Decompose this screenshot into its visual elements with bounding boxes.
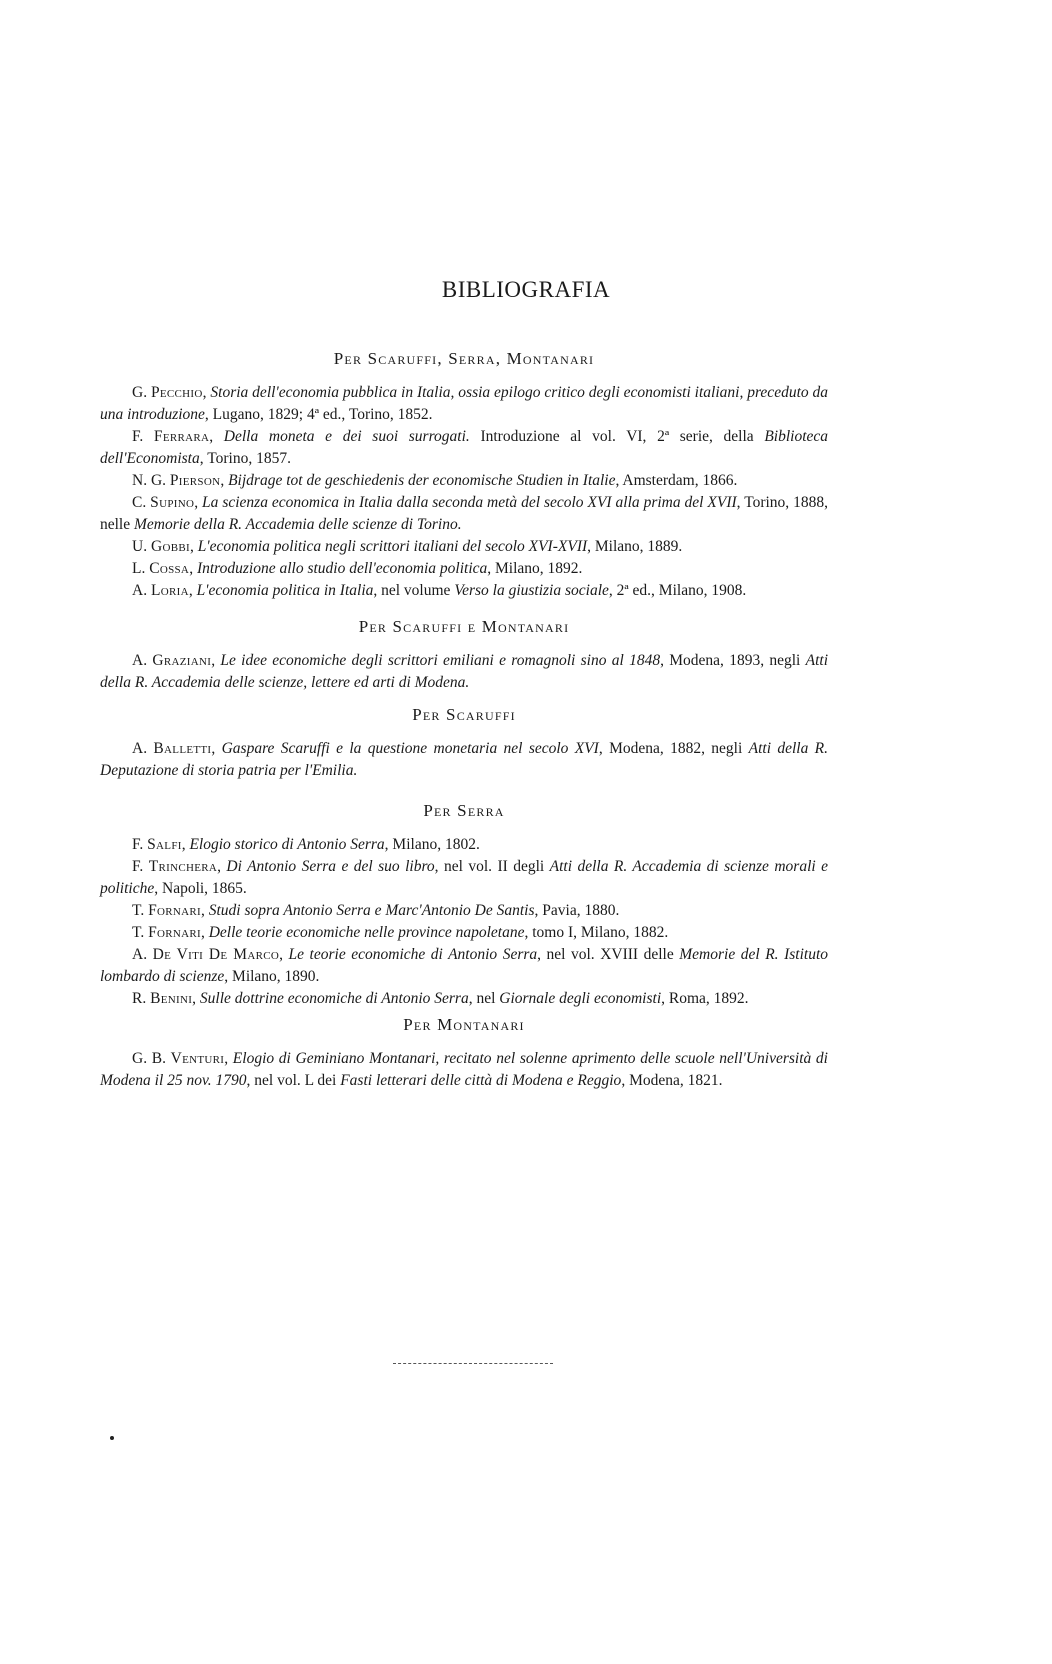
author-initials: F. xyxy=(132,836,144,853)
work-title: Sulle dottrine economiche di Antonio Serra xyxy=(199,990,469,1007)
section-heading: Per Scaruffi, Serra, Montanari xyxy=(333,349,595,368)
author-initials: G. B. xyxy=(132,1050,166,1067)
author-surname: Fornari xyxy=(148,902,201,919)
work-title: Elogio di Geminiano Montanari, recitato nel solenne aprimento delle scuole nell'Università di Modena il 25 nov. 1790 xyxy=(100,1050,828,1089)
scan-speck xyxy=(110,1436,114,1440)
author-initials: L. xyxy=(132,560,146,577)
work-title: Delle teorie economiche nelle province napoletane xyxy=(208,924,525,941)
bibliography-entry: A. Loria, L'economia politica in Italia, nel volume Verso la giustizia sociale, 2ª ed., Milano, 1908. xyxy=(132,582,747,599)
author-initials: A. xyxy=(132,740,148,757)
work-title: Di Antonio Serra e del suo libro xyxy=(226,858,435,875)
bibliography-content xyxy=(100,348,828,1092)
publication-details: , Amsterdam, 1866. xyxy=(615,472,738,489)
bibliography-entry: L. Cossa, Introduzione allo studio dell'economia politica, Milano, 1892. xyxy=(132,560,583,577)
page-title: BIBLIOGRAFIA xyxy=(441,277,611,302)
author-initials: T. xyxy=(132,924,145,941)
publication-details: , Lugano, 1829; 4ª ed., Torino, 1852. xyxy=(204,406,433,423)
author-initials: N. G. xyxy=(132,472,167,489)
section-entries xyxy=(100,834,828,1010)
author-initials: C. xyxy=(132,494,147,511)
author-initials: A. xyxy=(132,946,148,963)
publication-details: , nel vol. XVIII delle xyxy=(537,946,680,963)
work-title: Memorie della R. Accademia delle scienze di Torino. xyxy=(134,516,462,533)
publication-details: , Modena, 1821. xyxy=(621,1072,723,1089)
work-title: Gaspare Scaruffi e la questione monetaria nel secolo XVI xyxy=(221,740,599,757)
bibliography-entry: G. B. Venturi, Elogio di Geminiano Montanari, recitato nel solenne aprimento delle scuole nell'Università di Modena il 25 nov. 1790, nel vol. L dei Fasti letterari delle città di Modena e Reggio, Modena, 1821. xyxy=(100,1050,828,1089)
publication-details: , Torino, 1888, nelle xyxy=(100,494,828,533)
author-surname: Gobbi xyxy=(150,538,190,555)
bibliography-entry: A. Balletti, Gaspare Scaruffi e la questione monetaria nel secolo XVI, Modena, 1882, negli Atti della R. Deputazione di storia patria per l'Emilia. xyxy=(100,740,828,779)
section-entries xyxy=(100,382,828,602)
author-initials: A. xyxy=(132,582,148,599)
section-heading: Per Scaruffi xyxy=(412,705,516,724)
publication-details: , Pavia, 1880. xyxy=(534,902,620,919)
section-entries xyxy=(100,738,828,782)
section-heading: Per Montanari xyxy=(403,1015,525,1034)
publication-details: Introduzione al vol. VI, 2ª serie, della xyxy=(469,428,765,445)
author-surname: De Viti De Marco xyxy=(152,946,280,963)
section-heading: Per Scaruffi e Montanari xyxy=(358,617,570,636)
work-title: Le teorie economiche di Antonio Serra xyxy=(288,946,538,963)
bibliography-entry: F. Ferrara, Della moneta e dei suoi surrogati. Introduzione al vol. VI, 2ª serie, della Biblioteca dell'Economista, Torino, 1857. xyxy=(100,428,829,467)
publication-details: , Roma, 1892. xyxy=(661,990,749,1007)
section-entries xyxy=(100,650,828,694)
author-surname: Pecchio xyxy=(150,384,203,401)
bibliography-entry: G. Pecchio, Storia dell'economia pubblica in Italia, ossia epilogo critico degli economisti italiani, preceduto da una introduzione, Lugano, 1829; 4ª ed., Torino, 1852. xyxy=(100,384,829,423)
author-initials: U. xyxy=(132,538,148,555)
section-heading: Per Serra xyxy=(423,801,505,820)
author-initials: R. xyxy=(132,990,147,1007)
section-entries xyxy=(100,1048,828,1092)
work-title: L'economia politica negli scrittori italiani del secolo XVI-XVII xyxy=(197,538,588,555)
author-initials: F. xyxy=(132,428,144,445)
work-title: La scienza economica in Italia dalla seconda metà del secolo XVI alla prima del XVII xyxy=(202,494,737,511)
work-title: Studi sopra Antonio Serra e Marc'Antonio De Santis xyxy=(208,902,535,919)
bibliography-entry: A. Graziani, Le idee economiche degli scrittori emiliani e romagnoli sino al 1848, Modena, 1893, negli Atti della R. Accademia delle scienze, lettere ed arti di Modena. xyxy=(100,652,829,691)
bibliography-entry: T. Fornari, Studi sopra Antonio Serra e Marc'Antonio De Santis, Pavia, 1880. xyxy=(132,902,620,919)
publication-details: , 2ª ed., Milano, 1908. xyxy=(608,582,747,599)
author-surname: Benini xyxy=(150,990,193,1007)
bibliography-entry: N. G. Pierson, Bijdrage tot de geschiedenis der economische Studien in Italie, Amsterdam, 1866. xyxy=(132,472,738,489)
publication-details: , Milano, 1890. xyxy=(224,968,320,985)
author-initials: A. xyxy=(132,652,148,669)
publication-details: , Torino, 1857. xyxy=(199,450,291,467)
author-surname: Cossa xyxy=(149,560,190,577)
bibliography-entry: R. Benini, Sulle dottrine economiche di Antonio Serra, nel Giornale degli economisti, Roma, 1892. xyxy=(132,990,749,1007)
bibliography-entry: T. Fornari, Delle teorie economiche nelle province napoletane, tomo I, Milano, 1882. xyxy=(132,924,669,941)
author-surname: Graziani xyxy=(152,652,212,669)
publication-details: , Napoli, 1865. xyxy=(154,880,247,897)
publication-details: , tomo I, Milano, 1882. xyxy=(524,924,669,941)
work-title: Atti della R. Accademia di scienze morali e politiche xyxy=(100,858,828,897)
author-surname: Supino xyxy=(150,494,195,511)
work-title: Atti della R. Deputazione di storia patria per l'Emilia. xyxy=(100,740,828,779)
bibliography-entry: F. Trinchera, Di Antonio Serra e del suo libro, nel vol. II degli Atti della R. Accademia di scienze morali e politiche, Napoli, 1865. xyxy=(100,858,828,897)
publication-details: , nel xyxy=(468,990,500,1007)
publication-details: , Modena, 1882, negli xyxy=(598,740,749,757)
author-surname: Salfi xyxy=(147,836,182,853)
work-title: Atti della R. Accademia delle scienze, lettere ed arti di Modena. xyxy=(100,652,829,691)
publication-details: , nel vol. II degli xyxy=(434,858,550,875)
work-title: Storia dell'economia pubblica in Italia, ossia epilogo critico degli economisti italiani, preceduto da una introduzione xyxy=(100,384,829,423)
bibliography-entry: A. De Viti De Marco, Le teorie economiche di Antonio Serra, nel vol. XVIII delle Memorie del R. Istituto lombardo di scienze, Milano, 1890. xyxy=(100,946,828,985)
work-title: Verso la giustizia sociale xyxy=(454,582,609,599)
publication-details: , Milano, 1889. xyxy=(587,538,683,555)
work-title: L'economia politica in Italia xyxy=(196,582,374,599)
author-surname: Trinchera xyxy=(148,858,218,875)
author-initials: F. xyxy=(132,858,144,875)
author-surname: Venturi xyxy=(170,1050,225,1067)
author-initials: T. xyxy=(132,902,145,919)
work-title: Bijdrage tot de geschiedenis der economische Studien in Italie xyxy=(228,472,616,489)
work-title: Le idee economiche degli scrittori emiliani e romagnoli sino al 1848 xyxy=(220,652,661,669)
bibliography-entry: F. Salfi, Elogio storico di Antonio Serra, Milano, 1802. xyxy=(132,836,480,853)
author-surname: Fornari xyxy=(148,924,201,941)
publication-details: , Milano, 1802. xyxy=(384,836,480,853)
author-surname: Balletti xyxy=(153,740,212,757)
work-title: Giornale degli economisti xyxy=(499,990,662,1007)
publication-details: , Modena, 1893, negli xyxy=(660,652,806,669)
work-title: Memorie del R. Istituto lombardo di scienze xyxy=(100,946,828,985)
bibliography-entry: U. Gobbi, L'economia politica negli scrittori italiani del secolo XVI-XVII, Milano, 1889. xyxy=(132,538,683,555)
author-initials: G. xyxy=(132,384,148,401)
work-title: Fasti letterari delle città di Modena e Reggio xyxy=(340,1072,622,1089)
work-title: Elogio storico di Antonio Serra xyxy=(189,836,385,853)
work-title: Introduzione allo studio dell'economia politica xyxy=(196,560,488,577)
author-surname: Pierson xyxy=(169,472,221,489)
author-surname: Ferrara xyxy=(153,428,210,445)
bibliography-entry: C. Supino, La scienza economica in Italia dalla seconda metà del secolo XVI alla prima del XVII, Torino, 1888, nelle Memorie della R. Accademia delle scienze di Torino. xyxy=(100,494,828,533)
author-surname: Loria xyxy=(150,582,189,599)
publication-details: , nel vol. L dei xyxy=(246,1072,341,1089)
publication-details: , nel volume xyxy=(373,582,455,599)
work-title: Della moneta e dei suoi surrogati. xyxy=(223,428,470,445)
work-title: Biblioteca dell'Economista xyxy=(100,428,829,467)
closing-rule xyxy=(393,1363,553,1364)
publication-details: , Milano, 1892. xyxy=(487,560,583,577)
